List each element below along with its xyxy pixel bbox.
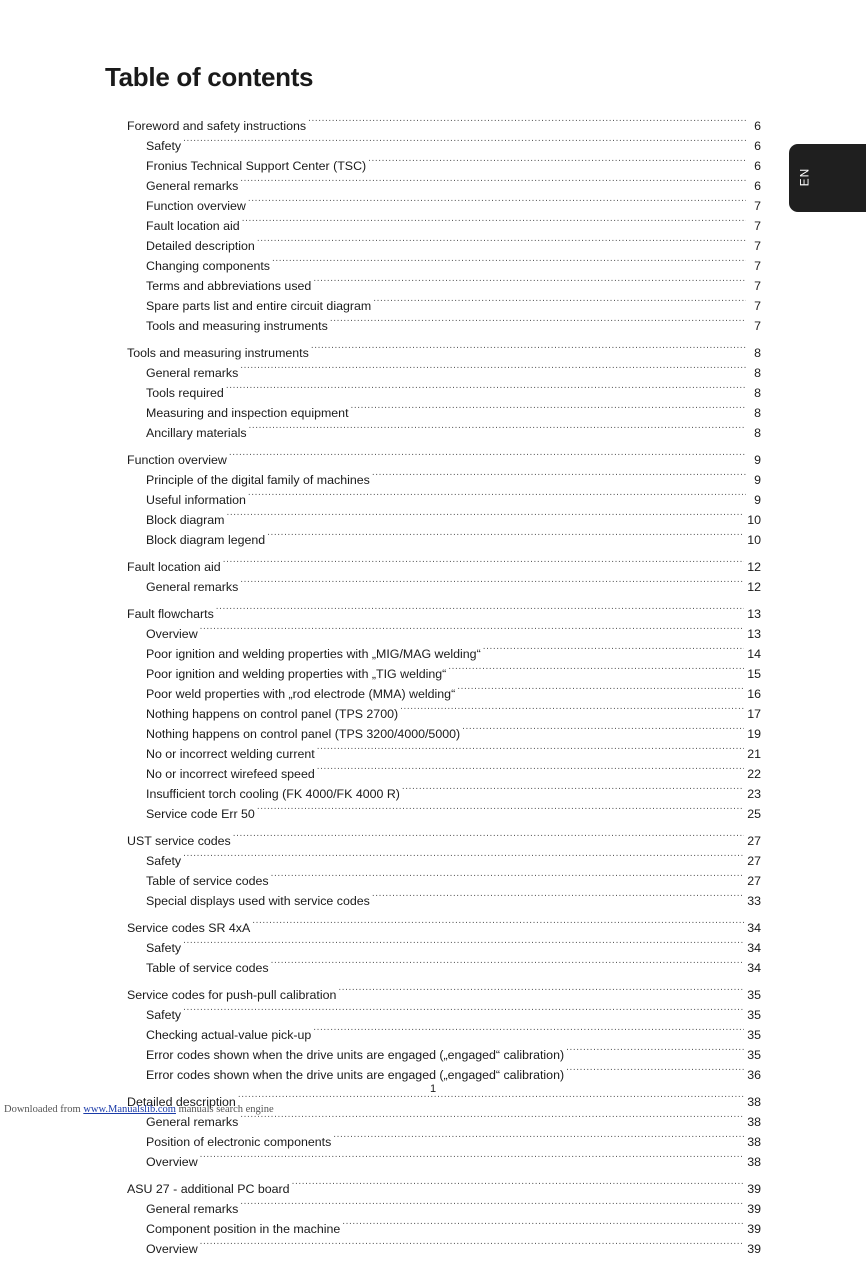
toc-section-heading[interactable] [127, 829, 761, 849]
toc-entry-title: General remarks [146, 1115, 239, 1129]
dot-leader [448, 662, 744, 678]
dot-leader [330, 314, 746, 330]
toc-section [127, 448, 761, 548]
dot-leader [183, 134, 746, 150]
toc-subentry[interactable] [127, 274, 761, 294]
toc-page-number: 9 [754, 473, 761, 487]
toc-subentry[interactable] [127, 468, 761, 488]
toc-section-heading[interactable] [127, 916, 761, 936]
toc-page-number: 6 [754, 179, 761, 193]
dot-leader [462, 722, 744, 738]
dot-leader [257, 802, 744, 818]
dot-leader [252, 916, 744, 932]
toc-subentry[interactable] [127, 936, 761, 956]
toc-page-number: 39 [747, 1222, 761, 1236]
toc-entry-title: UST service codes [127, 834, 231, 848]
toc-entry-title: Error codes shown when the drive units are engaged („engaged“ calibration) [146, 1048, 565, 1062]
toc-entry-title: General remarks [146, 580, 239, 594]
toc-subentry[interactable] [127, 194, 761, 214]
dot-leader [373, 294, 746, 310]
toc-entry-title: Changing components [146, 259, 270, 273]
dot-leader [183, 1003, 744, 1019]
dot-leader [267, 528, 744, 544]
toc-section-heading[interactable] [127, 555, 761, 575]
toc-page-number: 8 [754, 426, 761, 440]
toc-page-number: 7 [754, 219, 761, 233]
dot-leader [566, 1063, 744, 1079]
toc-entry-title: Safety [146, 854, 182, 868]
toc-page-number: 38 [747, 1095, 761, 1109]
toc-page-number: 13 [747, 627, 761, 641]
toc-entry-title: Principle of the digital family of machines [146, 473, 370, 487]
toc-page-number: 8 [754, 366, 761, 380]
toc-page-number: 39 [747, 1242, 761, 1256]
toc-section [127, 602, 761, 822]
toc-page-number: 22 [747, 767, 761, 781]
dot-leader [457, 682, 744, 698]
toc-subentry[interactable] [127, 1197, 761, 1217]
dot-leader [227, 508, 745, 524]
dot-leader [402, 782, 744, 798]
toc-subentry[interactable] [127, 889, 761, 909]
toc-subentry[interactable] [127, 1003, 761, 1023]
toc-entry-title: No or incorrect welding current [146, 747, 315, 761]
dot-leader [483, 642, 745, 658]
dot-leader [272, 254, 746, 270]
toc-page-number: 10 [747, 533, 761, 547]
toc-subentry[interactable] [127, 642, 761, 662]
dot-leader [338, 983, 744, 999]
toc-page-number: 35 [747, 1008, 761, 1022]
toc-subentry[interactable] [127, 134, 761, 154]
toc-entry-title: Function overview [127, 453, 227, 467]
toc-page-number: 34 [747, 961, 761, 975]
toc-subentry[interactable] [127, 702, 761, 722]
dot-leader [240, 174, 746, 190]
toc-section [127, 341, 761, 441]
toc-section [127, 916, 761, 976]
footer-suffix: manuals search engine [178, 1104, 274, 1115]
toc-subentry[interactable] [127, 802, 761, 822]
dot-leader [566, 1043, 744, 1059]
toc-page-number: 19 [747, 727, 761, 741]
dot-leader [242, 214, 746, 230]
toc-page-number: 7 [754, 299, 761, 313]
toc-entry-title: Component position in the machine [146, 1222, 341, 1236]
toc-subentry[interactable] [127, 174, 761, 194]
dot-leader [313, 274, 746, 290]
toc-entry-title: General remarks [146, 366, 239, 380]
dot-leader [311, 341, 746, 357]
toc-section-heading[interactable] [127, 448, 761, 468]
toc-page-number: 10 [747, 513, 761, 527]
toc-page-number: 9 [754, 493, 761, 507]
toc-subentry[interactable] [127, 381, 761, 401]
toc-entry-title: Safety [146, 941, 182, 955]
toc-subentry[interactable] [127, 682, 761, 702]
toc-entry-title: General remarks [146, 179, 239, 193]
toc-subentry[interactable] [127, 1237, 761, 1257]
toc-entry-title: Service code Err 50 [146, 807, 255, 821]
toc-subentry[interactable] [127, 622, 761, 642]
toc-entry-title: Ancillary materials [146, 426, 247, 440]
toc-section [127, 983, 761, 1083]
toc-section-heading[interactable] [127, 341, 761, 361]
toc-entry-title: Service codes for push-pull calibration [127, 988, 337, 1002]
toc-page-number: 34 [747, 941, 761, 955]
toc-page-number: 27 [747, 874, 761, 888]
page-number: 1 [429, 1083, 437, 1095]
toc-section [127, 1090, 761, 1170]
toc-entry-title: Detailed description [127, 1095, 236, 1109]
toc-subentry[interactable] [127, 1150, 761, 1170]
toc-subentry[interactable] [127, 782, 761, 802]
toc-entry-title: Terms and abbreviations used [146, 279, 312, 293]
toc-page-number: 25 [747, 807, 761, 821]
toc-section-heading[interactable] [127, 1177, 761, 1197]
toc-page-number: 16 [747, 687, 761, 701]
toc-entry-title: Useful information [146, 493, 246, 507]
toc-entry-title: No or incorrect wirefeed speed [146, 767, 315, 781]
toc-subentry[interactable] [127, 575, 761, 595]
toc-entry-title: Nothing happens on control panel (TPS 2700) [146, 707, 399, 721]
dot-leader [223, 555, 745, 571]
toc-page-number: 36 [747, 1068, 761, 1082]
toc-entry-title: Tools and measuring instruments [146, 319, 328, 333]
dot-leader [308, 114, 746, 130]
toc-entry-title: General remarks [146, 1202, 239, 1216]
toc-page-number: 8 [754, 346, 761, 360]
toc-section-heading[interactable] [127, 602, 761, 622]
toc-entry-title: Tools required [146, 386, 224, 400]
toc-subentry[interactable] [127, 361, 761, 381]
toc-page-number: 6 [754, 139, 761, 153]
toc-page-number: 27 [747, 834, 761, 848]
dot-leader [317, 742, 744, 758]
language-tab [789, 144, 866, 212]
toc-subentry[interactable] [127, 1130, 761, 1150]
toc-page-number: 33 [747, 894, 761, 908]
toc-page-number: 35 [747, 988, 761, 1002]
dot-leader [240, 361, 746, 377]
dot-leader [333, 1130, 744, 1146]
toc-page-number: 39 [747, 1202, 761, 1216]
toc-subentry[interactable] [127, 762, 761, 782]
toc-entry-title: Spare parts list and entire circuit diagram [146, 299, 372, 313]
toc-section [127, 555, 761, 595]
toc-subentry[interactable] [127, 956, 761, 976]
dot-leader [271, 869, 745, 885]
toc-page-number: 23 [747, 787, 761, 801]
footer-prefix: Downloaded from [4, 1104, 81, 1115]
dot-leader [240, 1110, 744, 1126]
toc-page-number: 38 [747, 1155, 761, 1169]
toc-entry-title: Insufficient torch cooling (FK 4000/FK 4000 R) [146, 787, 400, 801]
toc-entry-title: Table of service codes [146, 961, 269, 975]
toc-page-number: 7 [754, 239, 761, 253]
toc-page-number: 6 [754, 159, 761, 173]
toc-section-heading[interactable] [127, 114, 761, 134]
toc-entry-title: Error codes shown when the drive units are engaged („engaged“ calibration) [146, 1068, 565, 1082]
toc-page-number: 8 [754, 406, 761, 420]
dot-leader [400, 702, 744, 718]
toc-subentry[interactable] [127, 234, 761, 254]
toc-subentry[interactable] [127, 1063, 761, 1083]
dot-leader [216, 602, 744, 618]
toc-page-number: 17 [747, 707, 761, 721]
toc-subentry[interactable] [127, 742, 761, 762]
toc-entry-title: Overview [146, 627, 198, 641]
dot-leader [292, 1177, 745, 1193]
toc-subentry[interactable] [127, 294, 761, 314]
toc-subentry[interactable] [127, 401, 761, 421]
toc-page-number: 7 [754, 259, 761, 273]
manualslib-link[interactable]: www.Manualslib.com [83, 1104, 176, 1115]
toc-subentry[interactable] [127, 488, 761, 508]
toc-subentry[interactable] [127, 508, 761, 528]
toc-page-number: 38 [747, 1115, 761, 1129]
dot-leader [229, 448, 746, 464]
toc-page-number: 7 [754, 279, 761, 293]
toc-entry-title: Overview [146, 1242, 198, 1256]
toc-subentry[interactable] [127, 662, 761, 682]
toc-page-number: 15 [747, 667, 761, 681]
toc-subentry[interactable] [127, 1043, 761, 1063]
toc-entry-title: Fronius Technical Support Center (TSC) [146, 159, 367, 173]
dot-leader [249, 421, 746, 437]
toc-subentry[interactable] [127, 869, 761, 889]
toc-page-number: 8 [754, 386, 761, 400]
toc-subentry[interactable] [127, 1023, 761, 1043]
dot-leader [351, 401, 746, 417]
dot-leader [317, 762, 744, 778]
toc-entry-title: Safety [146, 139, 182, 153]
toc-entry-title: Fault location aid [146, 219, 240, 233]
toc-entry-title: Poor ignition and welding properties with „MIG/MAG welding“ [146, 647, 481, 661]
toc-page-number: 34 [747, 921, 761, 935]
toc-entry-title: Block diagram legend [146, 533, 266, 547]
dot-leader [342, 1217, 744, 1233]
toc-page-number: 35 [747, 1028, 761, 1042]
toc-section [127, 829, 761, 909]
toc-entry-title: Checking actual-value pick-up [146, 1028, 312, 1042]
toc-page-number: 7 [754, 199, 761, 213]
dot-leader [257, 234, 746, 250]
toc-entry-title: Nothing happens on control panel (TPS 3200/4000/5000) [146, 727, 461, 741]
toc-entry-title: Table of service codes [146, 874, 269, 888]
toc-entry-title: Measuring and inspection equipment [146, 406, 349, 420]
toc-entry-title: Overview [146, 1155, 198, 1169]
dot-leader [240, 1197, 744, 1213]
toc-section [127, 114, 761, 334]
toc-entry-title: Fault location aid [127, 560, 221, 574]
toc-page-number: 12 [747, 580, 761, 594]
toc-entry-title: Safety [146, 1008, 182, 1022]
toc-page-number: 39 [747, 1182, 761, 1196]
toc-subentry[interactable] [127, 314, 761, 334]
download-footer [4, 1104, 274, 1115]
toc-entry-title: Poor weld properties with „rod electrode (MMA) welding“ [146, 687, 456, 701]
toc-entry-title: Function overview [146, 199, 246, 213]
toc-subentry[interactable] [127, 214, 761, 234]
toc-entry-title: Poor ignition and welding properties with „TIG welding“ [146, 667, 447, 681]
toc-entry-title: Foreword and safety instructions [127, 119, 307, 133]
dot-leader [240, 575, 744, 591]
toc-page-number: 27 [747, 854, 761, 868]
toc-entry-title: ASU 27 - additional PC board [127, 1182, 290, 1196]
toc-page-number: 38 [747, 1135, 761, 1149]
toc-page-number: 6 [754, 119, 761, 133]
dot-leader [248, 488, 746, 504]
toc-entry-title: Block diagram [146, 513, 225, 527]
toc-subentry[interactable] [127, 528, 761, 548]
toc-page-number: 21 [747, 747, 761, 761]
language-tab-label: EN [797, 167, 812, 187]
dot-leader [368, 154, 746, 170]
toc-subentry[interactable] [127, 1217, 761, 1237]
toc-subentry[interactable] [127, 722, 761, 742]
toc-subentry[interactable] [127, 421, 761, 441]
dot-leader [183, 849, 744, 865]
dot-leader [372, 468, 746, 484]
toc-entry-title: Service codes SR 4xA [127, 921, 251, 935]
toc-page-number: 14 [747, 647, 761, 661]
toc-page-number: 35 [747, 1048, 761, 1062]
toc-page-number: 12 [747, 560, 761, 574]
dot-leader [200, 622, 745, 638]
toc-section-heading[interactable] [127, 983, 761, 1003]
dot-leader [271, 956, 745, 972]
toc-entry-title: Detailed description [146, 239, 255, 253]
toc-section [127, 1177, 761, 1257]
toc-subentry[interactable] [127, 849, 761, 869]
dot-leader [200, 1150, 745, 1166]
toc-entry-title: Special displays used with service codes [146, 894, 370, 908]
toc-entry-title: Position of electronic components [146, 1135, 332, 1149]
dot-leader [248, 194, 746, 210]
toc-page-number: 13 [747, 607, 761, 621]
dot-leader [226, 381, 746, 397]
toc-page-number: 7 [754, 319, 761, 333]
toc-subentry[interactable] [127, 254, 761, 274]
page-title: Table of contents [105, 62, 314, 92]
dot-leader [200, 1237, 745, 1253]
toc-subentry[interactable] [127, 154, 761, 174]
dot-leader [313, 1023, 744, 1039]
dot-leader [233, 829, 744, 845]
dot-leader [372, 889, 744, 905]
toc-page-number: 9 [754, 453, 761, 467]
toc-entry-title: Tools and measuring instruments [127, 346, 309, 360]
toc-entry-title: Fault flowcharts [127, 607, 214, 621]
dot-leader [183, 936, 744, 952]
